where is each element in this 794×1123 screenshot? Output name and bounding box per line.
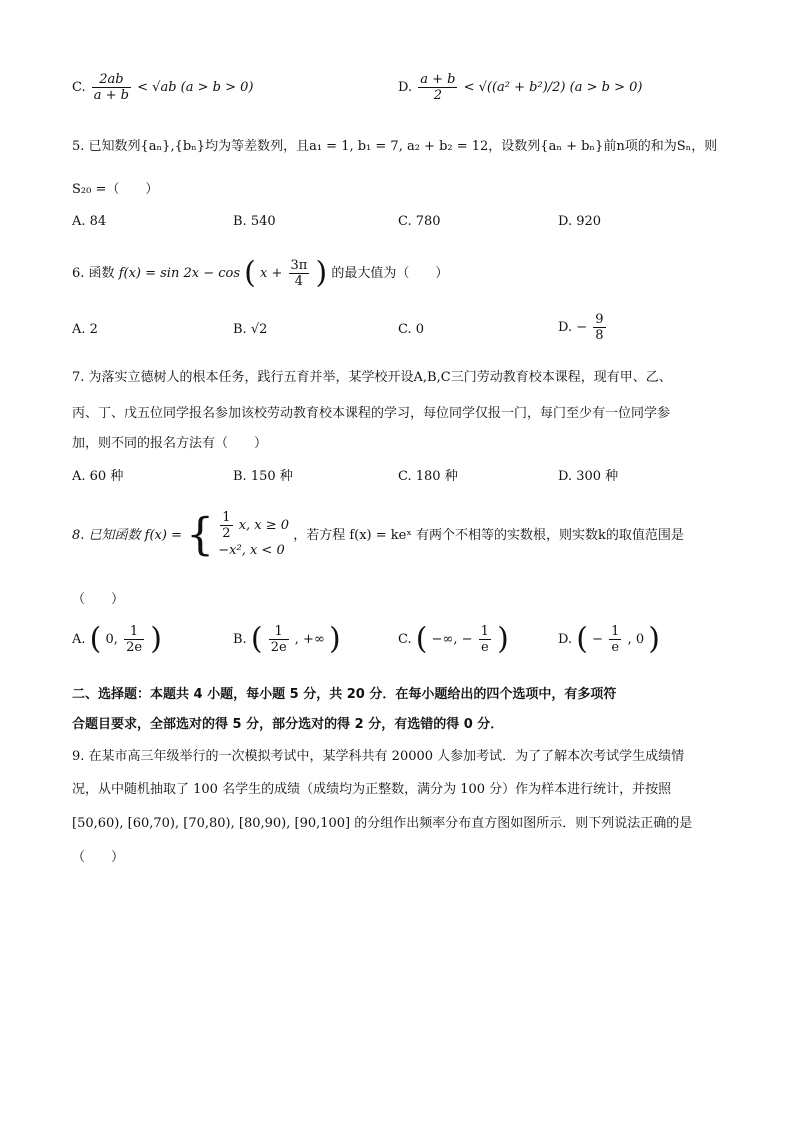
q9-stem-line2: 况，从中随机抽取了 100 名学生的成绩（成绩均为正整数，满分为 100 分）作为样本进行统计，并按照 (72, 782, 672, 797)
fraction (418, 72, 457, 103)
denominator: 2 (433, 88, 442, 103)
right-paren: ) (497, 621, 509, 657)
interval-left: −∞, − (431, 632, 473, 647)
left-paren: ( (250, 621, 263, 657)
case-1-rest: x, x ≥ 0 (238, 518, 290, 533)
numerator: 1 (480, 624, 489, 639)
denominator: 2e (270, 640, 287, 655)
right-paren: ) (328, 621, 341, 657)
interval-left: − (592, 632, 603, 647)
denominator: e (611, 640, 620, 655)
denominator: 8 (595, 328, 604, 343)
option-label: C. (72, 80, 86, 95)
case-2: −x², x < 0 (218, 543, 285, 558)
left-brace: { (186, 509, 215, 561)
q8-option-b[interactable] (233, 621, 341, 657)
fraction (220, 510, 232, 541)
numerator: 2ab (92, 72, 131, 88)
q4-option-d[interactable] (398, 72, 642, 103)
numerator: 9 (595, 312, 604, 327)
q7-option-a[interactable]: A. 60 种 (72, 469, 124, 484)
fraction (289, 258, 310, 289)
interval-left: 0, (105, 632, 118, 647)
q6-option-d[interactable] (558, 312, 608, 343)
q8-stem (72, 510, 684, 561)
option-label: D. (558, 632, 573, 647)
fraction (479, 624, 491, 655)
q7-stem-line2: 丙、丁、戊五位同学报名参加该校劳动教育校本课程的学习，每位同学仅报一门，每门至少有一位同学参 (72, 406, 671, 421)
fraction (124, 624, 144, 655)
section2-heading-line2: 合题目要求，全部选对的得 5 分，部分选对的得 2 分，有选错的得 0 分． (72, 717, 504, 732)
denominator: e (480, 640, 489, 655)
q9-stem-line1: 9. 在某市高三年级举行的一次模拟考试中，某学科共有 20000 人参加考试．为了了解本次考试学生成绩情 (72, 749, 685, 764)
left-paren: ( (244, 255, 256, 291)
q7-option-c[interactable]: C. 180 种 (398, 469, 458, 484)
q5-option-b[interactable]: B. 540 (233, 214, 276, 229)
numerator: 1 (124, 624, 144, 640)
q5-option-d[interactable]: D. 920 (558, 214, 602, 229)
q9-stem-line4: （ ） (72, 850, 125, 865)
interval-right: , +∞ (294, 632, 325, 647)
numerator: 3π (290, 258, 308, 273)
q4-option-c[interactable] (72, 72, 253, 103)
fraction (92, 72, 131, 103)
fraction (593, 312, 605, 343)
q8-suffix: ，若方程 f(x) = keˣ 有两个不相等的实数根，则实数k的取值范围是 (293, 528, 684, 543)
right-paren: ) (315, 255, 328, 291)
denominator: 2 (222, 526, 231, 541)
q8-option-c[interactable] (398, 621, 509, 657)
denominator: a + b (93, 88, 129, 103)
q8-prefix: 8. 已知函数 f(x) = (72, 528, 182, 543)
fraction (269, 624, 289, 655)
option-label: D. (558, 320, 573, 335)
q8-stem-line2: （ ） (72, 592, 125, 607)
fraction (609, 624, 621, 655)
q6-arg: x + (260, 266, 283, 281)
q6-option-b[interactable]: B. √2 (233, 322, 268, 337)
option-label: B. (233, 632, 247, 647)
right-paren: ) (150, 621, 162, 657)
q7-option-b[interactable]: B. 150 种 (233, 469, 293, 484)
q6-stem (72, 255, 449, 291)
numerator: 1 (222, 510, 231, 525)
q5-stem-line2: S₂₀ =（ ） (72, 182, 159, 197)
q6-option-a[interactable]: A. 2 (72, 322, 98, 337)
numerator: 1 (611, 624, 620, 639)
inequality-rest: < √ab (a > b > 0) (137, 80, 254, 95)
q7-option-d[interactable]: D. 300 种 (558, 469, 619, 484)
q8-option-d[interactable] (558, 621, 660, 657)
option-label: D. (398, 80, 413, 95)
left-paren: ( (89, 621, 102, 657)
q6-option-c[interactable]: C. 0 (398, 322, 425, 337)
inequality-rest: < √((a² + b²)/2) (a > b > 0) (463, 80, 643, 95)
minus-sign: − (576, 320, 588, 335)
q5-stem-line1: 5. 已知数列{aₙ},{bₙ}均为等差数列，且a₁ = 1, b₁ = 7, a₂ + b₂ = 12，设数列{aₙ + bₙ}前n项的和为Sₙ，则 (72, 139, 718, 154)
q5-option-a[interactable]: A. 84 (72, 214, 107, 229)
left-paren: ( (576, 621, 588, 657)
option-label: C. (398, 632, 412, 647)
option-label: A. (72, 632, 86, 647)
q7-stem-line1: 7. 为落实立德树人的根本任务，践行五育并举，某学校开设A,B,C三门劳动教育校本课程，现有甲、乙、 (72, 370, 672, 385)
right-paren: ) (648, 621, 660, 657)
q5-option-c[interactable]: C. 780 (398, 214, 441, 229)
section2-heading-line1: 二、选择题：本题共 4 小题，每小题 5 分，共 20 分．在每小题给出的四个选项中，有多项符 (72, 687, 617, 702)
interval-right: , 0 (627, 632, 645, 647)
q6-suffix: 的最大值为（ ） (331, 266, 449, 281)
q7-stem-line3: 加，则不同的报名方法有（ ） (72, 436, 268, 451)
numerator: a + b (420, 72, 456, 87)
left-paren: ( (415, 621, 428, 657)
piecewise-cases (218, 510, 289, 561)
q9-stem-line3: [50,60), [60,70), [70,80), [80,90), [90,100] 的分组作出频率分布直方图如图所示．则下列说法正确的是 (72, 816, 693, 831)
numerator: 1 (269, 624, 289, 640)
q8-option-a[interactable] (72, 621, 162, 657)
q6-prefix: 6. 函数 (72, 266, 115, 281)
denominator: 4 (294, 274, 304, 289)
denominator: 2e (126, 640, 143, 655)
case-1 (218, 510, 289, 541)
q6-function: f(x) = sin 2x − cos (118, 266, 241, 281)
